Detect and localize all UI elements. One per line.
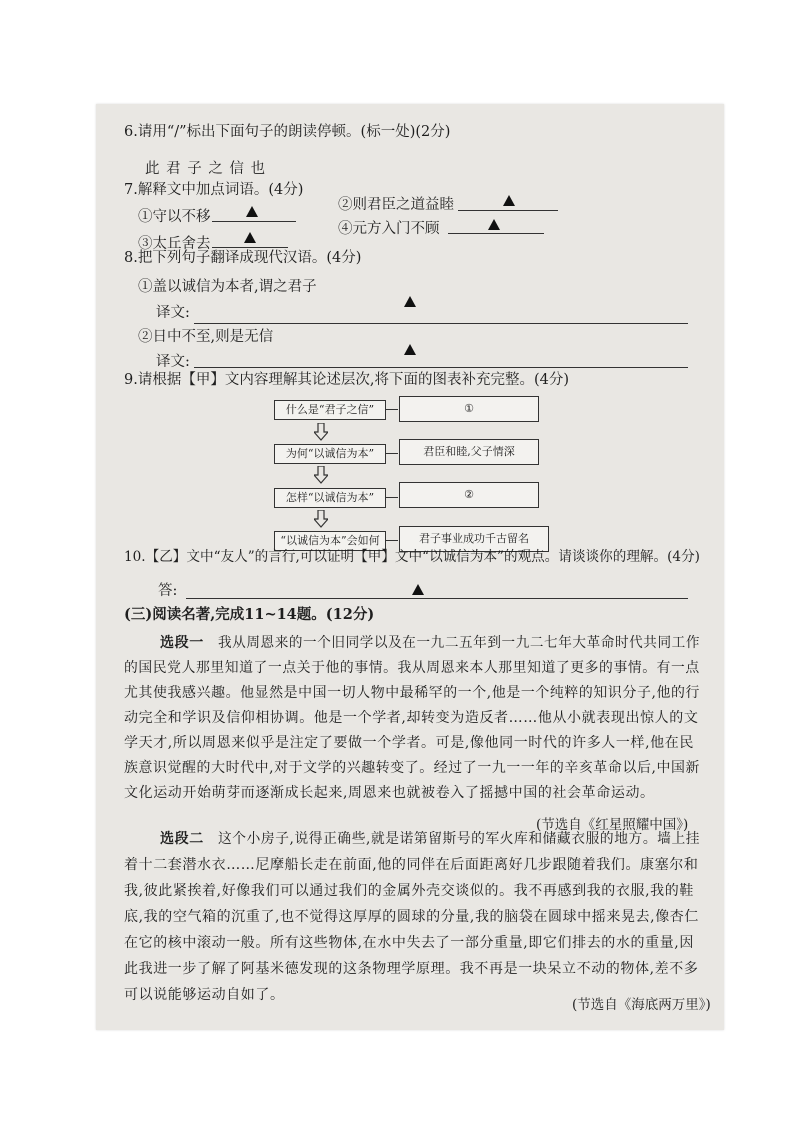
answer-triangle-icon [404, 296, 416, 307]
q10-answer-blank[interactable] [186, 598, 688, 599]
excerpt-1-line: 文化运动开始萌芽而逐渐成长起来,周恩来也就被卷入了摇撼中国的社会革命运动。 [124, 785, 655, 801]
chart-right-box-2: 君臣和睦,父子情深 [399, 439, 539, 465]
question-9: 9.请根据【甲】文内容理解其论述层次,将下面的图表补充完整。(4分) [124, 372, 569, 388]
chart-right-box-4: 君子事业成功千古留名 [399, 526, 549, 552]
excerpt-2-line: 此我进一步了解了阿基米德发现的这条物理学原理。我不再是一块呆立不动的物体,差不多 [124, 961, 699, 977]
chart-left-box-1: 什么是“君子之信” [274, 400, 386, 420]
excerpt-2-line: 这个小房子,说得正确些,就是诺第留斯号的军火库和储藏衣服的地方。墙上挂 [218, 831, 701, 847]
down-arrow-icon [314, 423, 328, 441]
chart-left-box-4: “以诚信为本”会如何 [274, 531, 386, 551]
excerpt-1-label: 选段一 [160, 635, 204, 651]
q7-blank-4[interactable] [448, 233, 544, 234]
q8-translation-blank-2[interactable] [194, 367, 688, 368]
q8-translation-label-1: 译文: [156, 305, 190, 321]
down-arrow-icon [314, 466, 328, 484]
q7-blank-1[interactable] [212, 221, 296, 222]
q8-sentence-1: ①盖以诚信为本者,谓之君子 [138, 279, 317, 295]
excerpt-2-line: 可以说能够运动自如了。 [124, 987, 285, 1003]
excerpt-1-line: 动完全和学识及信仰相协调。他是一个学者,却转变为造反者……他从小就表现出惊人的文 [124, 710, 699, 726]
question-6: 6.请用“/”标出下面句子的朗读停顿。(标一处)(2分) [124, 124, 451, 140]
answer-triangle-icon [404, 344, 416, 355]
excerpt-1-line: 的国民党人那里知道了一点关于他的事情。我从周恩来本人那里知道了更多的事情。有一点 [124, 660, 700, 676]
chart-connector [386, 497, 398, 498]
answer-triangle-icon [246, 206, 258, 217]
q7-item-3: ③太丘舍去 [138, 236, 211, 252]
q7-item-4: ④元方入门不顾 [338, 221, 440, 237]
question-10: 10.【乙】文中“友人”的言行,可以证明【甲】文中“以诚信为本”的观点。请谈谈你的理解。(4分) [124, 549, 700, 565]
excerpt-2-label: 选段二 [160, 831, 204, 847]
answer-triangle-icon [503, 195, 515, 206]
q8-translation-label-2: 译文: [156, 354, 190, 370]
answer-triangle-icon [412, 584, 424, 595]
q7-item-1: ①守以不移 [138, 209, 211, 225]
q8-sentence-2: ②日中不至,则是无信 [138, 329, 274, 345]
chart-right-box-1[interactable]: ① [399, 396, 539, 422]
excerpt-2-line: 我,彼此紧挨着,好像我们可以通过我们的金属外壳交谈似的。我不再感到我的衣服,我的鞋 [124, 883, 694, 899]
answer-triangle-icon [488, 219, 500, 230]
q6-sentence: 此 君 子 之 信 也 [145, 161, 267, 177]
q7-blank-2[interactable] [458, 210, 558, 211]
chart-connector [386, 540, 398, 541]
chart-left-box-3: 怎样“以诚信为本” [274, 488, 386, 508]
section-3-heading: (三)阅读名著,完成11~14题。(12分) [124, 606, 375, 623]
excerpt-2-line: 底,我的空气箱的沉重了,也不觉得这厚厚的圆球的分量,我的脑袋在圆球中摇来晃去,像杏仁 [124, 909, 699, 925]
down-arrow-icon [314, 510, 328, 528]
chart-right-box-3[interactable]: ② [399, 482, 539, 508]
q7-item-2: ②则君臣之道益睦 [338, 197, 454, 213]
excerpt-1-line: 族意识觉醒的大时代中,对于文学的兴趣转变了。经过了一九一一年的辛亥革命以后,中国新 [124, 760, 701, 776]
excerpt-2-line: 在它的核中滚动一般。所有这些物体,在水中失去了一部分重量,即它们排去的水的重量,因 [124, 935, 694, 951]
question-8: 8.把下列句子翻译成现代汉语。(4分) [124, 250, 362, 266]
excerpt-1-line: 我从周恩来的一个旧同学以及在一九二五年到一九二七年大革命时代共同工作 [218, 635, 701, 651]
chart-left-box-2: 为何“以诚信为本” [274, 444, 386, 464]
excerpt-2-line: 着十二套潜水衣……尼摩船长走在前面,他的同伴在后面距离好几步跟随着我们。康塞尔和 [124, 857, 699, 873]
excerpt-2-source: (节选自《海底两万里》) [572, 997, 711, 1013]
q10-answer-label: 答: [158, 583, 178, 599]
question-7: 7.解释文中加点词语。(4分) [124, 182, 304, 198]
excerpt-1-source: (节选自《红星照耀中国》) [536, 817, 689, 833]
excerpt-1-line: 学天才,所以周恩来似乎是注定了要做一个学者。可是,像他同一时代的许多人一样,他在民 [124, 735, 694, 751]
q8-translation-blank-1[interactable] [194, 323, 688, 324]
q7-blank-3[interactable] [212, 247, 288, 248]
chart-connector [386, 453, 398, 454]
excerpt-1-line: 尤其使我感兴趣。他显然是中国一切人物中最稀罕的一个,他是一个纯粹的知识分子,他的行 [124, 685, 701, 701]
answer-triangle-icon [244, 232, 256, 243]
chart-connector [386, 409, 398, 410]
